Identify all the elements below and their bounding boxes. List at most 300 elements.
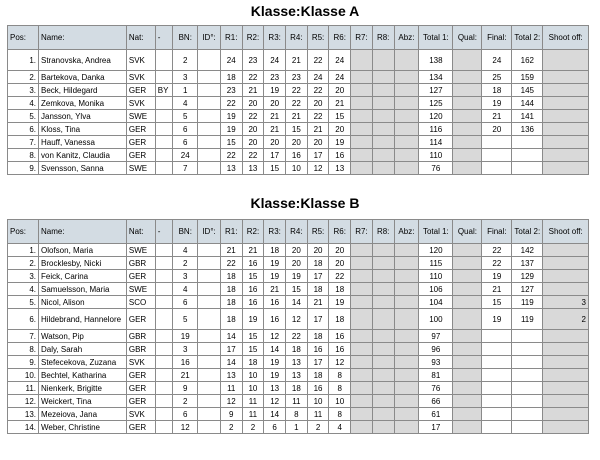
cell-r1: 18 xyxy=(220,270,242,283)
cell-abz xyxy=(394,136,419,149)
table-row xyxy=(8,408,589,421)
cell-r7 xyxy=(351,50,373,71)
header-r4: R4: xyxy=(286,220,308,244)
cell-name: Svensson, Sanna xyxy=(39,162,127,175)
header-r1: R1: xyxy=(220,26,242,50)
class-b-body xyxy=(8,244,589,434)
cell-bn: 4 xyxy=(173,283,198,296)
cell-r3: 16 xyxy=(264,309,286,330)
cell-r5: 21 xyxy=(307,296,329,309)
cell-bn: 4 xyxy=(173,244,198,257)
cell-r1: 9 xyxy=(220,408,242,421)
cell-abz xyxy=(394,382,419,395)
cell-r5: 22 xyxy=(307,50,329,71)
cell-state xyxy=(155,369,173,382)
cell-final xyxy=(482,382,512,395)
table-row xyxy=(8,283,589,296)
cell-r4: 18 xyxy=(286,382,308,395)
cell-id xyxy=(198,369,221,382)
cell-state xyxy=(155,395,173,408)
cell-final: 22 xyxy=(482,257,512,270)
cell-r4: 13 xyxy=(286,369,308,382)
cell-name: Brocklesby, Nicki xyxy=(39,257,127,270)
table-row xyxy=(8,162,589,175)
cell-r2: 10 xyxy=(242,382,264,395)
cell-shootoff xyxy=(543,343,589,356)
cell-name: Mezeiova, Jana xyxy=(39,408,127,421)
cell-r1: 19 xyxy=(220,110,242,123)
cell-pos: 5. xyxy=(8,296,39,309)
class-b-title: Klasse:Klasse B xyxy=(250,195,360,211)
cell-nat: SVK xyxy=(126,50,155,71)
cell-r7 xyxy=(351,84,373,97)
cell-total2: 144 xyxy=(512,97,543,110)
cell-final: 25 xyxy=(482,71,512,84)
cell-total1: 81 xyxy=(419,369,453,382)
cell-r2: 20 xyxy=(242,123,264,136)
cell-total2 xyxy=(512,356,543,369)
cell-id xyxy=(198,270,221,283)
cell-qual xyxy=(453,369,482,382)
cell-r5: 12 xyxy=(307,162,329,175)
cell-bn: 24 xyxy=(173,149,198,162)
cell-bn: 5 xyxy=(173,309,198,330)
cell-total2: 127 xyxy=(512,283,543,296)
cell-r6: 12 xyxy=(329,356,351,369)
table-row xyxy=(8,123,589,136)
cell-r6: 20 xyxy=(329,123,351,136)
cell-bn: 9 xyxy=(173,382,198,395)
table-row xyxy=(8,343,589,356)
header-total1: Total 1: xyxy=(419,220,453,244)
cell-pos: 6. xyxy=(8,309,39,330)
table-row xyxy=(8,257,589,270)
cell-final xyxy=(482,162,512,175)
cell-bn: 6 xyxy=(173,136,198,149)
cell-total1: 104 xyxy=(419,296,453,309)
cell-shootoff xyxy=(543,330,589,343)
cell-nat: GER xyxy=(126,136,155,149)
cell-r7 xyxy=(351,123,373,136)
cell-pos: 11. xyxy=(8,382,39,395)
cell-r1: 2 xyxy=(220,421,242,434)
cell-r5: 18 xyxy=(307,283,329,296)
cell-r8 xyxy=(372,382,394,395)
cell-pos: 10. xyxy=(8,369,39,382)
cell-nat: SWE xyxy=(126,244,155,257)
cell-r6: 19 xyxy=(329,296,351,309)
cell-abz xyxy=(394,71,419,84)
cell-total2 xyxy=(512,395,543,408)
cell-r1: 24 xyxy=(220,50,242,71)
cell-qual xyxy=(453,244,482,257)
cell-shootoff xyxy=(543,84,589,97)
cell-nat: SWE xyxy=(126,283,155,296)
cell-total2: 162 xyxy=(512,50,543,71)
cell-id xyxy=(198,50,221,71)
cell-id xyxy=(198,330,221,343)
cell-r6: 24 xyxy=(329,71,351,84)
header-total2: Total 2: xyxy=(512,26,543,50)
cell-r6: 8 xyxy=(329,408,351,421)
cell-r4: 12 xyxy=(286,309,308,330)
cell-state xyxy=(155,283,173,296)
cell-nat: SVK xyxy=(126,71,155,84)
cell-r1: 22 xyxy=(220,149,242,162)
cell-final: 24 xyxy=(482,50,512,71)
cell-r1: 18 xyxy=(220,309,242,330)
cell-id xyxy=(198,110,221,123)
cell-r7 xyxy=(351,356,373,369)
cell-id xyxy=(198,296,221,309)
cell-final xyxy=(482,343,512,356)
cell-r2: 22 xyxy=(242,110,264,123)
cell-r6: 21 xyxy=(329,97,351,110)
cell-state xyxy=(155,123,173,136)
cell-r5: 18 xyxy=(307,330,329,343)
cell-total2: 129 xyxy=(512,270,543,283)
cell-r6: 16 xyxy=(329,149,351,162)
cell-name: Hauff, Vanessa xyxy=(39,136,127,149)
header-bn: BN: xyxy=(173,26,198,50)
cell-bn: 2 xyxy=(173,50,198,71)
cell-id xyxy=(198,149,221,162)
cell-final: 15 xyxy=(482,296,512,309)
header-r7: R7: xyxy=(351,26,373,50)
class-a-header-row xyxy=(8,26,589,50)
cell-r3: 19 xyxy=(264,257,286,270)
cell-total1: 120 xyxy=(419,244,453,257)
cell-final xyxy=(482,149,512,162)
cell-bn: 1 xyxy=(173,84,198,97)
cell-pos: 2. xyxy=(8,257,39,270)
cell-shootoff xyxy=(543,123,589,136)
cell-final: 19 xyxy=(482,309,512,330)
cell-r1: 13 xyxy=(220,162,242,175)
cell-r2: 2 xyxy=(242,421,264,434)
cell-r5: 20 xyxy=(307,136,329,149)
cell-r3: 24 xyxy=(264,50,286,71)
cell-r2: 11 xyxy=(242,395,264,408)
cell-r4: 14 xyxy=(286,296,308,309)
cell-nat: GER xyxy=(126,123,155,136)
header-r8: R8: xyxy=(372,220,394,244)
cell-bn: 2 xyxy=(173,257,198,270)
cell-r7 xyxy=(351,270,373,283)
header-qual: Qual: xyxy=(453,26,482,50)
cell-r4: 15 xyxy=(286,283,308,296)
cell-r7 xyxy=(351,369,373,382)
cell-state xyxy=(155,330,173,343)
cell-r1: 18 xyxy=(220,71,242,84)
cell-total2 xyxy=(512,149,543,162)
header-id: ID°: xyxy=(198,220,221,244)
table-row xyxy=(8,71,589,84)
cell-qual xyxy=(453,283,482,296)
cell-state xyxy=(155,257,173,270)
cell-total2 xyxy=(512,408,543,421)
cell-final: 22 xyxy=(482,244,512,257)
cell-state xyxy=(155,343,173,356)
cell-r7 xyxy=(351,97,373,110)
cell-total1: 17 xyxy=(419,421,453,434)
cell-r4: 20 xyxy=(286,244,308,257)
cell-r8 xyxy=(372,330,394,343)
cell-total1: 66 xyxy=(419,395,453,408)
cell-total2 xyxy=(512,382,543,395)
cell-shootoff xyxy=(543,395,589,408)
table-row xyxy=(8,270,589,283)
cell-r3: 19 xyxy=(264,356,286,369)
cell-r1: 21 xyxy=(220,244,242,257)
cell-r5: 17 xyxy=(307,309,329,330)
cell-name: Stranovska, Andrea xyxy=(39,50,127,71)
cell-id xyxy=(198,244,221,257)
class-a-results-table xyxy=(7,25,589,175)
header-r1: R1: xyxy=(220,220,242,244)
cell-r3: 12 xyxy=(264,395,286,408)
cell-pos: 5. xyxy=(8,110,39,123)
cell-state xyxy=(155,50,173,71)
cell-shootoff xyxy=(543,149,589,162)
cell-final: 20 xyxy=(482,123,512,136)
cell-shootoff xyxy=(543,382,589,395)
cell-total1: 97 xyxy=(419,330,453,343)
cell-r7 xyxy=(351,421,373,434)
cell-total1: 134 xyxy=(419,71,453,84)
cell-r8 xyxy=(372,369,394,382)
cell-state xyxy=(155,356,173,369)
cell-r5: 10 xyxy=(307,395,329,408)
cell-r4: 15 xyxy=(286,123,308,136)
cell-r6: 22 xyxy=(329,270,351,283)
cell-nat: GER xyxy=(126,395,155,408)
cell-total2 xyxy=(512,343,543,356)
cell-r8 xyxy=(372,283,394,296)
cell-name: Jansson, Ylva xyxy=(39,110,127,123)
cell-r7 xyxy=(351,330,373,343)
cell-abz xyxy=(394,123,419,136)
table-row xyxy=(8,84,589,97)
cell-abz xyxy=(394,421,419,434)
cell-bn: 3 xyxy=(173,270,198,283)
header-qual: Qual: xyxy=(453,220,482,244)
cell-shootoff xyxy=(543,136,589,149)
cell-abz xyxy=(394,408,419,421)
cell-nat: SVK xyxy=(126,97,155,110)
cell-pos: 3. xyxy=(8,270,39,283)
cell-r7 xyxy=(351,408,373,421)
cell-r2: 21 xyxy=(242,244,264,257)
cell-nat: SVK xyxy=(126,408,155,421)
cell-r6: 18 xyxy=(329,309,351,330)
cell-r1: 22 xyxy=(220,257,242,270)
cell-abz xyxy=(394,283,419,296)
cell-pos: 7. xyxy=(8,330,39,343)
cell-id xyxy=(198,395,221,408)
header-r3: R3: xyxy=(264,26,286,50)
cell-qual xyxy=(453,330,482,343)
cell-shootoff xyxy=(543,421,589,434)
cell-r8 xyxy=(372,123,394,136)
cell-r8 xyxy=(372,97,394,110)
cell-abz xyxy=(394,356,419,369)
cell-pos: 9. xyxy=(8,162,39,175)
cell-r6: 15 xyxy=(329,110,351,123)
header-nat: Nat: xyxy=(126,26,155,50)
cell-name: Feick, Carina xyxy=(39,270,127,283)
cell-final: 19 xyxy=(482,97,512,110)
cell-r5: 16 xyxy=(307,382,329,395)
cell-pos: 14. xyxy=(8,421,39,434)
cell-r4: 18 xyxy=(286,343,308,356)
cell-pos: 7. xyxy=(8,136,39,149)
cell-name: Samuelsson, Maria xyxy=(39,283,127,296)
cell-r5: 17 xyxy=(307,356,329,369)
cell-r5: 24 xyxy=(307,71,329,84)
cell-state xyxy=(155,97,173,110)
table-row xyxy=(8,369,589,382)
cell-r4: 20 xyxy=(286,257,308,270)
cell-r8 xyxy=(372,136,394,149)
cell-final xyxy=(482,356,512,369)
table-row xyxy=(8,149,589,162)
cell-id xyxy=(198,84,221,97)
cell-total1: 125 xyxy=(419,97,453,110)
cell-pos: 13. xyxy=(8,408,39,421)
cell-total2 xyxy=(512,330,543,343)
cell-nat: GER xyxy=(126,84,155,97)
cell-qual xyxy=(453,395,482,408)
header-total2: Total 2: xyxy=(512,220,543,244)
cell-r4: 20 xyxy=(286,136,308,149)
cell-shootoff xyxy=(543,356,589,369)
cell-name: von Kanitz, Claudia xyxy=(39,149,127,162)
cell-id xyxy=(198,408,221,421)
cell-abz xyxy=(394,84,419,97)
cell-shootoff: 2 xyxy=(543,309,589,330)
cell-r1: 14 xyxy=(220,356,242,369)
cell-r3: 19 xyxy=(264,369,286,382)
cell-r5: 16 xyxy=(307,343,329,356)
header-r5: R5: xyxy=(307,26,329,50)
cell-qual xyxy=(453,71,482,84)
cell-bn: 21 xyxy=(173,369,198,382)
cell-id xyxy=(198,136,221,149)
cell-nat: GER xyxy=(126,149,155,162)
cell-total2 xyxy=(512,369,543,382)
cell-name: Daly, Sarah xyxy=(39,343,127,356)
cell-abz xyxy=(394,309,419,330)
cell-r4: 21 xyxy=(286,110,308,123)
cell-r2: 16 xyxy=(242,283,264,296)
cell-r1: 14 xyxy=(220,330,242,343)
cell-r7 xyxy=(351,257,373,270)
cell-qual xyxy=(453,136,482,149)
cell-bn: 3 xyxy=(173,71,198,84)
cell-r6: 8 xyxy=(329,369,351,382)
cell-nat: GBR xyxy=(126,343,155,356)
header-state: - xyxy=(155,26,173,50)
cell-r4: 22 xyxy=(286,84,308,97)
header-r2: R2: xyxy=(242,26,264,50)
cell-qual xyxy=(453,50,482,71)
cell-r3: 17 xyxy=(264,149,286,162)
cell-r2: 18 xyxy=(242,356,264,369)
cell-name: Watson, Pip xyxy=(39,330,127,343)
header-r5: R5: xyxy=(307,220,329,244)
cell-shootoff xyxy=(543,71,589,84)
cell-abz xyxy=(394,162,419,175)
cell-qual xyxy=(453,97,482,110)
cell-nat: SWE xyxy=(126,162,155,175)
cell-state xyxy=(155,421,173,434)
cell-total2 xyxy=(512,421,543,434)
cell-r1: 18 xyxy=(220,283,242,296)
cell-total2: 145 xyxy=(512,84,543,97)
table-row xyxy=(8,330,589,343)
cell-state xyxy=(155,296,173,309)
cell-r8 xyxy=(372,149,394,162)
cell-r8 xyxy=(372,408,394,421)
cell-qual xyxy=(453,343,482,356)
cell-r5: 17 xyxy=(307,270,329,283)
cell-name: Weickert, Tina xyxy=(39,395,127,408)
cell-abz xyxy=(394,369,419,382)
cell-r8 xyxy=(372,270,394,283)
cell-final xyxy=(482,369,512,382)
cell-r3: 16 xyxy=(264,296,286,309)
header-abz: Abz: xyxy=(394,220,419,244)
cell-total1: 76 xyxy=(419,162,453,175)
cell-r3: 19 xyxy=(264,270,286,283)
header-r3: R3: xyxy=(264,220,286,244)
cell-r5: 17 xyxy=(307,149,329,162)
header-name: Name: xyxy=(39,26,127,50)
cell-r6: 16 xyxy=(329,330,351,343)
cell-bn: 16 xyxy=(173,356,198,369)
cell-r1: 12 xyxy=(220,395,242,408)
cell-r3: 20 xyxy=(264,97,286,110)
cell-r8 xyxy=(372,296,394,309)
cell-nat: SVK xyxy=(126,356,155,369)
cell-r1: 17 xyxy=(220,343,242,356)
cell-pos: 3. xyxy=(8,84,39,97)
cell-total2: 142 xyxy=(512,244,543,257)
cell-final: 19 xyxy=(482,270,512,283)
cell-nat: SWE xyxy=(126,110,155,123)
cell-r1: 19 xyxy=(220,123,242,136)
cell-r8 xyxy=(372,50,394,71)
cell-qual xyxy=(453,162,482,175)
cell-r6: 20 xyxy=(329,84,351,97)
cell-total2 xyxy=(512,136,543,149)
table-row xyxy=(8,97,589,110)
cell-r8 xyxy=(372,343,394,356)
cell-r6: 10 xyxy=(329,395,351,408)
header-r7: R7: xyxy=(351,220,373,244)
cell-r8 xyxy=(372,421,394,434)
cell-r2: 13 xyxy=(242,162,264,175)
cell-pos: 6. xyxy=(8,123,39,136)
cell-qual xyxy=(453,123,482,136)
cell-r5: 20 xyxy=(307,97,329,110)
cell-state xyxy=(155,136,173,149)
cell-shootoff xyxy=(543,244,589,257)
cell-r4: 1 xyxy=(286,421,308,434)
cell-qual xyxy=(453,421,482,434)
cell-name: Bartekova, Danka xyxy=(39,71,127,84)
